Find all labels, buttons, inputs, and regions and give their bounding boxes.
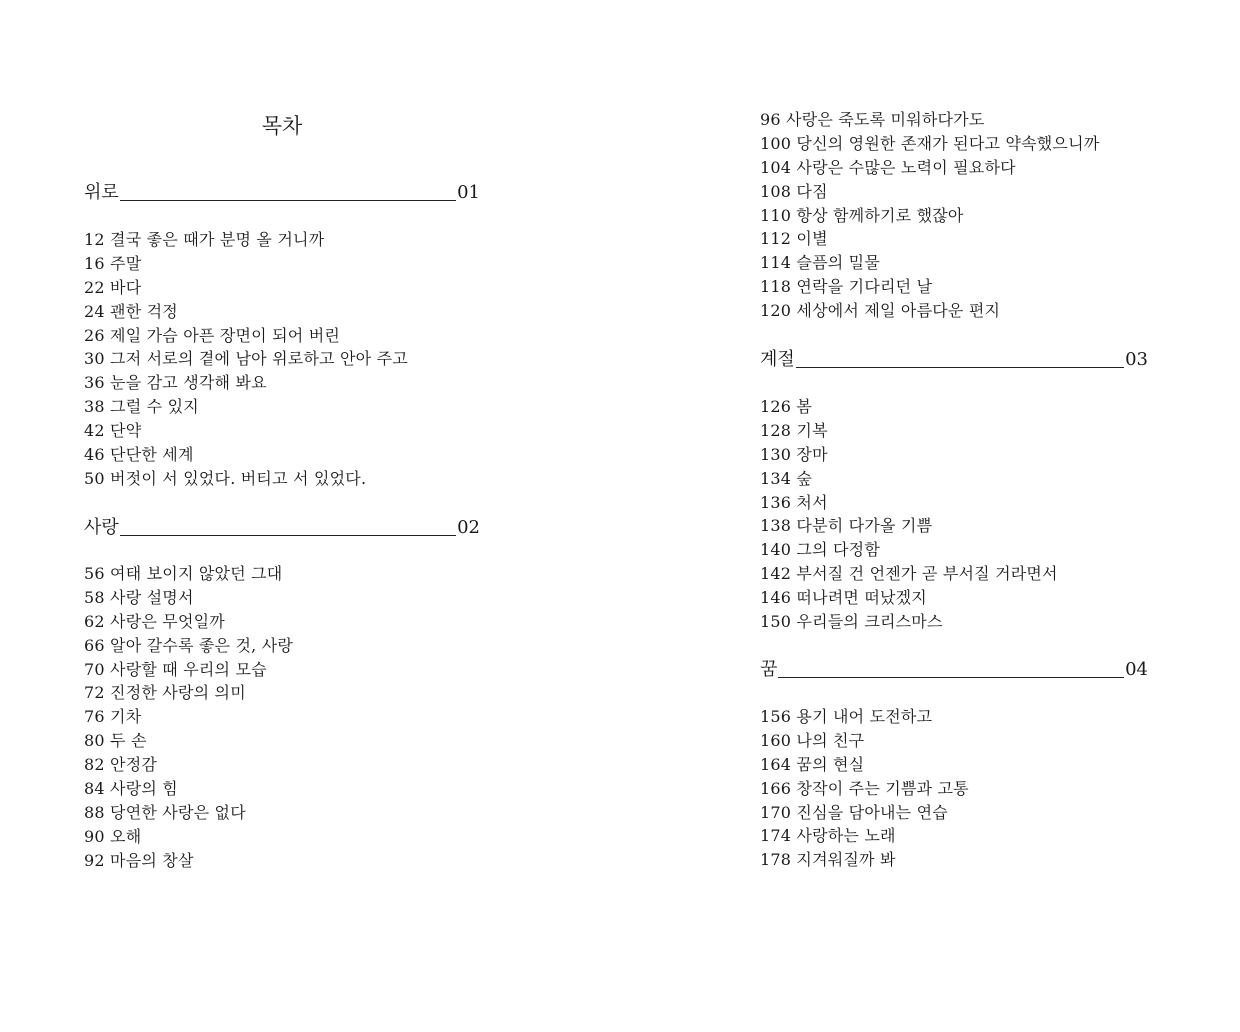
toc-entry: 170 진심을 담아내는 연습 <box>760 802 948 822</box>
entry-list-2 <box>84 562 293 873</box>
toc-entry: 22 바다 <box>84 277 142 297</box>
toc-entry: 164 꿈의 현실 <box>760 754 865 774</box>
toc-entry: 96 사랑은 죽도록 미워하다가도 <box>760 110 985 129</box>
toc-entry: 24 괜한 걱정 <box>84 301 178 321</box>
toc-entry: 30 그저 서로의 곁에 남아 위로하고 안아 주고 <box>84 349 408 369</box>
entry-list-2-continued <box>760 108 1099 323</box>
toc-entry: 130 장마 <box>760 444 828 464</box>
section-name: 계절 <box>760 349 795 370</box>
toc-entry: 26 제일 가슴 아픈 장면이 되어 버린 <box>84 325 341 345</box>
section-number: 04 <box>1125 659 1148 680</box>
leader-line <box>120 200 456 201</box>
section-heading-4 <box>760 658 1148 682</box>
section-heading-3 <box>760 348 1148 372</box>
toc-entry: 80 두 손 <box>84 731 147 751</box>
toc-entry: 62 사랑은 무엇일까 <box>84 611 225 631</box>
toc-entry: 126 봄 <box>760 397 813 416</box>
toc-entry: 90 오해 <box>84 826 142 846</box>
page-title: 목차 <box>261 114 303 138</box>
toc-entry: 66 알아 갈수록 좋은 것, 사랑 <box>84 635 294 655</box>
toc-entry: 56 여태 보이지 않았던 그대 <box>84 564 283 583</box>
toc-entry: 104 사랑은 수많은 노력이 필요하다 <box>760 157 1016 177</box>
toc-entry: 140 그의 다정함 <box>760 540 880 560</box>
toc-entry: 178 지겨워질까 봐 <box>760 850 896 870</box>
toc-entry: 166 창작이 주는 기쁨과 고통 <box>760 778 969 798</box>
leader-line <box>120 535 456 536</box>
section-number: 02 <box>457 517 480 538</box>
toc-entry: 92 마음의 창살 <box>84 850 194 870</box>
toc-entry: 146 떠나려면 떠났겠지 <box>760 588 927 608</box>
toc-entry: 156 용기 내어 도전하고 <box>760 707 933 726</box>
toc-entry: 16 주말 <box>84 253 142 273</box>
toc-entry: 134 숲 <box>760 468 813 488</box>
section-name: 사랑 <box>84 517 119 538</box>
section-number: 03 <box>1125 349 1148 370</box>
leader-line <box>778 677 1124 678</box>
toc-entry: 12 결국 좋은 때가 분명 올 거니까 <box>84 230 325 249</box>
entry-list-4 <box>760 705 969 872</box>
toc-entry: 72 진정한 사랑의 의미 <box>84 683 246 703</box>
toc-entry: 118 연락을 기다리던 날 <box>760 277 933 297</box>
toc-entry: 100 당신의 영원한 존재가 된다고 약속했으니까 <box>760 133 1100 153</box>
toc-entry: 58 사랑 설명서 <box>84 587 194 607</box>
toc-entry: 70 사랑할 때 우리의 모습 <box>84 659 267 679</box>
toc-entry: 88 당연한 사랑은 없다 <box>84 802 246 822</box>
toc-entry: 136 처서 <box>760 492 828 512</box>
section-name: 꿈 <box>760 659 778 680</box>
toc-entry: 112 이별 <box>760 229 828 249</box>
toc-entry: 160 나의 친구 <box>760 730 865 750</box>
section-name: 위로 <box>84 182 119 203</box>
entry-list-3 <box>760 395 1058 634</box>
toc-entry: 150 우리들의 크리스마스 <box>760 612 943 632</box>
leader-line <box>796 367 1124 368</box>
right-page <box>620 0 1240 1032</box>
toc-entry: 38 그럴 수 있지 <box>84 397 199 417</box>
toc-entry: 138 다분히 다가올 기쁨 <box>760 516 933 536</box>
toc-entry: 114 슬픔의 밀물 <box>760 253 880 273</box>
toc-entry: 110 항상 함께하기로 했잖아 <box>760 205 964 225</box>
toc-entry: 174 사랑하는 노래 <box>760 826 896 846</box>
toc-entry: 82 안정감 <box>84 755 158 775</box>
section-number: 01 <box>457 182 480 203</box>
toc-entry: 128 기복 <box>760 420 828 440</box>
toc-entry: 120 세상에서 제일 아름다운 편지 <box>760 301 1001 321</box>
toc-entry: 50 버젓이 서 있었다. 버티고 서 있었다. <box>84 468 367 488</box>
toc-entry: 142 부서질 건 언젠가 곧 부서질 거라면서 <box>760 564 1058 584</box>
toc-entry: 42 단약 <box>84 421 142 441</box>
toc-entry: 76 기차 <box>84 707 142 727</box>
entry-list-1 <box>84 228 408 491</box>
section-heading-2 <box>84 516 480 540</box>
toc-entry: 84 사랑의 힘 <box>84 779 178 799</box>
section-heading-1 <box>84 181 480 205</box>
toc-entry: 36 눈을 감고 생각해 봐요 <box>84 373 267 393</box>
toc-entry: 46 단단한 세계 <box>84 445 194 465</box>
toc-entry: 108 다짐 <box>760 181 828 201</box>
